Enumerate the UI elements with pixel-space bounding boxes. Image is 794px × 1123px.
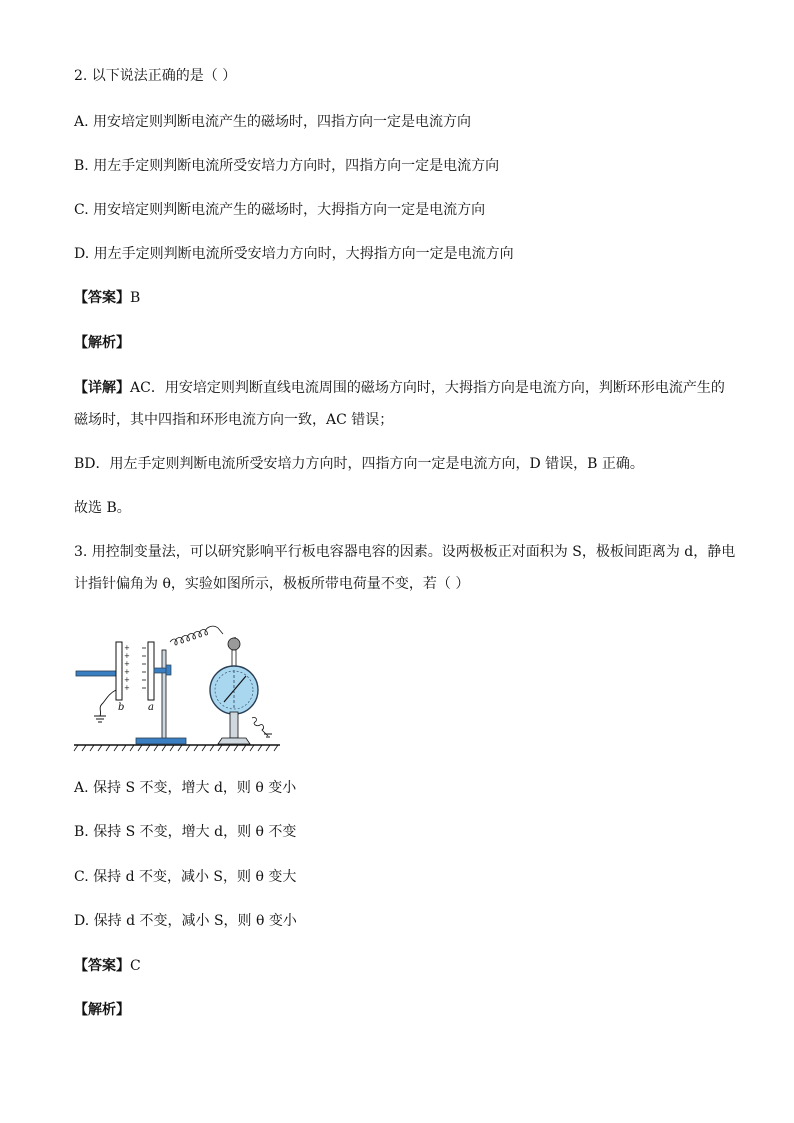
q2-option-c: C. 用安培定则判断电流产生的磁场时，大拇指方向一定是电流方向 xyxy=(74,202,486,218)
plate-a xyxy=(142,642,154,700)
q3-answer-value: C xyxy=(130,958,141,974)
q2-detail-text1: AC．用安培定则判断直线电流周围的磁场方向时，大拇指方向是电流方向，判断环形电流产生的 xyxy=(130,380,725,396)
q2-stem: 2. 以下说法正确的是（ ） xyxy=(74,68,237,84)
ground-line xyxy=(74,745,280,751)
q2-detail-line2: 磁场时，其中四指和环形电流方向一致，AC 错误； xyxy=(74,412,394,428)
electrostatic-meter xyxy=(210,638,272,744)
q3-option-c: C. 保持 d 不变，减小 S，则 θ 变大 xyxy=(74,869,297,885)
q2-detail-line3: BD．用左手定则判断电流所受安培力方向时，四指方向一定是电流方向，D 错误，B 正确。 xyxy=(74,456,644,472)
connecting-wire xyxy=(170,626,223,645)
svg-text:+: + xyxy=(124,676,130,684)
ground-symbol xyxy=(94,716,106,722)
q2-detail-line1 xyxy=(74,378,725,398)
q3-stem-line2: 计指针偏角为 θ，实验如图所示，极板所带电荷量不变，若（ ） xyxy=(74,576,470,592)
svg-text:+: + xyxy=(124,660,130,668)
q3-option-a: A. 保持 S 不变，增大 d，则 θ 变小 xyxy=(74,780,297,796)
q3-analysis-tag: 【解析】 xyxy=(74,1002,130,1018)
q2-conclusion: 故选 B。 xyxy=(74,500,131,516)
q2-answer xyxy=(74,288,140,308)
q2-answer-value: B xyxy=(130,290,141,306)
q2-option-b: B. 用左手定则判断电流所受安培力方向时，四指方向一定是电流方向 xyxy=(74,158,500,174)
q3-stem-line1: 3. 用控制变量法，可以研究影响平行板电容器电容的因素。设两极板正对面积为 S，极板间距离为 d，静电 xyxy=(74,544,736,560)
capacitor-electroscope-figure xyxy=(72,612,282,752)
q3-answer-tag: 【答案】 xyxy=(74,958,130,974)
q2-option-d: D. 用左手定则判断电流所受安培力方向时，大拇指方向一定是电流方向 xyxy=(74,246,514,262)
svg-text:+: + xyxy=(124,684,130,692)
label-plate-a: a xyxy=(148,702,154,713)
label-plate-b: b xyxy=(118,702,125,713)
q3-answer xyxy=(74,956,141,976)
q3-option-d: D. 保持 d 不变，减小 S，则 θ 变小 xyxy=(74,913,297,929)
svg-text:+: + xyxy=(124,652,130,660)
q2-analysis-tag: 【解析】 xyxy=(74,335,130,351)
q2-option-a: A. 用安培定则判断电流产生的磁场时，四指方向一定是电流方向 xyxy=(74,114,472,130)
insulating-rod xyxy=(76,671,120,676)
q3-option-b: B. 保持 S 不变，增大 d，则 θ 不变 xyxy=(74,824,297,840)
q2-detail-tag: 【详解】 xyxy=(74,380,130,396)
svg-text:+: + xyxy=(124,644,130,652)
svg-text:+: + xyxy=(124,668,130,676)
ground-wire xyxy=(100,690,116,716)
plate-b xyxy=(116,642,130,700)
q2-answer-tag: 【答案】 xyxy=(74,290,130,306)
